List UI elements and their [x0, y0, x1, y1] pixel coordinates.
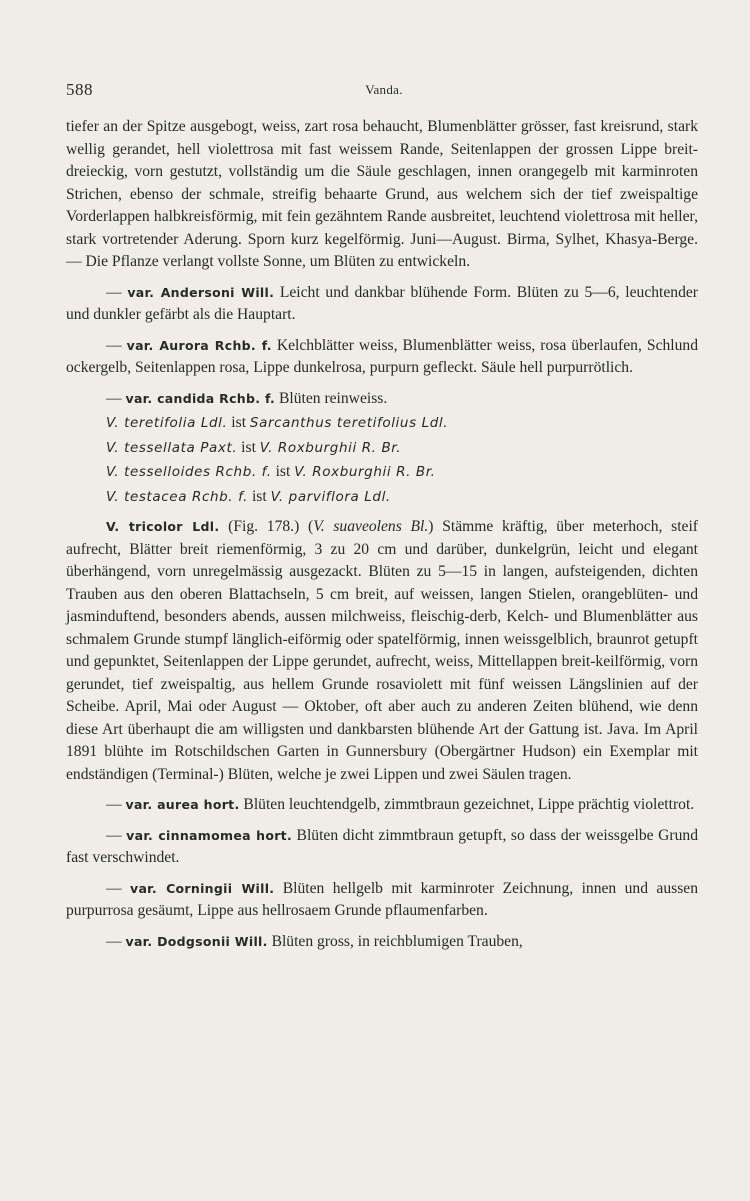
synonym-line: V. tessellata Paxt. ist V. Roxburghii R. Br. — [106, 438, 402, 456]
variety-name: var. Aurora Rchb. f. — [126, 337, 272, 353]
species-synonym: V. suaveolens Bl. — [313, 518, 429, 535]
variety-name: var. candida Rchb. f. — [125, 390, 276, 406]
variety-entry: — var. Dodgsonii Will. Blüten gross, in reichblumigen Trauben, — [106, 932, 523, 950]
page-header — [66, 80, 702, 102]
variety-description: Blüten gross, in reichblumigen Trauben, — [267, 932, 523, 950]
variety-description: Kelchblätter weiss, Blumenblätter weiss, rosa überlaufen, Schlund ockergelb, Seitenlappen rosa, Lippe dunkelrosa, purpurn gefleckt. Säule hell purpurrötlich. — [66, 336, 699, 376]
species-entry-tricolor: V. tricolor Ldl. (Fig. 178.) (V. suaveolens Bl.) Stämme kräftig, über meterhoch, steif aufrecht, Blätter breit riemenförmig, 3 zu 20 cm und darüber, dunkelgrün, leicht und elegant überhängend, vorn unregelmässig ausgezackt. Blüten zu 5—15 in langen, aufsteigenden, dichten Trauben aus den oberen Blattachseln, 5 cm breit, auf weissen, langen Stielen, orangeblüten- und jasminduftend, besonders abends, aussen milchweiss, fleischig-derb, Kelch- und Blumenblätter aus schmalem Grunde stumpf länglich-eiförmig oder spatelförmig, innen weissgelblich, braunrot getupft und gepunktet, Seitenlappen der Lippe gerundet, aufrecht, weiss, Mittellappen breit-keilförmig, vorn gerundet, tief zweispaltig, aus hellem Grunde rosaviolett mit fünf weissen Längslinien auf der Scheibe. April, Mai oder August — Oktober, oft aber auch zu anderen Zeiten blühend, wie denn diese Art überhaupt die am willigsten und dankbarsten blühende Art der Gattung ist. Java. Im April 1891 blühte im Rotschildschen Garten in Gunnersbury (Obergärtner Hudson) ein Exemplar mit endständigen (Terminal-) Blüten, welche je zwei Lippen und zwei Säulen tragen. — [66, 518, 698, 783]
variety-name: var. Dodgsonii Will. — [125, 933, 268, 949]
variety-entry: — var. Andersoni Will. Leicht und dankbar blühende Form. Blüten zu 5—6, leuchtender und dunkler gefärbt als die Hauptart. — [66, 283, 698, 323]
variety-entry: — var. Corningii Will. Blüten hellgelb mit karminroter Zeichnung, innen und aussen purpurrosa gesäumt, Lippe aus hellrosaem Grunde pflaumenfarben. — [66, 879, 698, 919]
variety-description: Blüten dicht zimmtbraun getupft, so dass der weissgelbe Grund fast verschwindet. — [66, 826, 698, 866]
variety-entry: — var. cinnamomea hort. Blüten dicht zimmtbraun getupft, so dass der weissgelbe Grund fast verschwindet. — [66, 826, 698, 866]
variety-entry: — var. aurea hort. Blüten leuchtendgelb, zimmtbraun gezeichnet, Lippe prächtig violettrot. — [106, 796, 695, 813]
variety-name: var. cinnamomea hort. — [126, 827, 293, 843]
variety-description: Blüten leuchtendgelb, zimmtbraun gezeichnet, Lippe prächtig violettrot. — [239, 796, 695, 813]
synonym-line: V. teretifolia Ldl. ist Sarcanthus teretifolius Ldl. — [106, 414, 449, 431]
running-head: Vanda. — [365, 82, 403, 97]
variety-name: var. aurea hort. — [125, 797, 240, 812]
variety-description: Blüten hellgelb mit karminroter Zeichnung, innen und aussen purpurrosa gesäumt, Lippe aus hellrosaem Grunde pflaumenfarben. — [66, 879, 698, 919]
species-description: ) Stämme kräftig, über meterhoch, steif aufrecht, Blätter breit riemenförmig, 3 zu 20 cm und darüber, dunkelgrün, leicht und elegant überhängend, vorn unregelmässig ausgezackt. Blüten zu 5—15 in langen, aufsteigenden, dichten Trauben aus den oberen Blattachseln, 5 cm breit, auf weissen, langen Stielen, orangeblüten- und jasminduftend, besonders abends, aussen milchweiss, fleischig-derb, Kelch- und Blumenblätter aus schmalem Grunde stumpf länglich-eiförmig oder spatelförmig, innen weissgelblich, braunrot getupft und gepunktet, Seitenlappen der Lippe gerundet, aufrecht, weiss, Mittellappen breit-keilförmig, vorn gerundet, tief zweispaltig, aus hellem Grunde rosaviolett mit fünf weissen Längslinien auf der Scheibe. April, Mai oder August — Oktober, oft aber auch zu anderen Zeiten blühend, wie denn diese Art überhaupt die am willigsten und dankbarsten blühende Art der Gattung ist. Java. Im April 1891 blühte im Rotschildschen Garten in Gunnersbury (Obergärtner Hudson) ein Exemplar mit endständigen (Terminal-) Blüten, welche je zwei Lippen und zwei Säulen tragen. — [66, 518, 698, 783]
variety-name: var. Andersoni Will. — [127, 284, 275, 300]
continuation-paragraph: tiefer an der Spitze ausgebogt, weiss, zart rosa behaucht, Blumenblätter grösser, fast kreisrund, stark wellig gerandet, hell violettrosa mit fast weissem Rande, Seitenlappen der grossen Lippe breit-dreieckig, vorn gestutzt, vollständig um die Säule geschlagen, innen orangegelb mit karminroten Strichen, ebenso der schmale, streifig behaarte Grund, aus welchem sich der tief zweispaltige Vorderlappen halbkreisförmig, mit fein gezähntem Rande ausbreitet, leuchtend violettrosa mit heller, stark vortretender Aderung. Sporn kurz kegelförmig. Juni—August. Birma, Sylhet, Khasya-Berge. — Die Pflanze verlangt vollste Sonne, um Blüten zu entwickeln. — [66, 118, 698, 270]
page-number: 588 — [66, 80, 93, 99]
synonym-line: V. testacea Rchb. f. ist V. parviflora Ldl. — [106, 487, 391, 505]
variety-name: var. Corningii Will. — [130, 880, 275, 896]
variety-description: Leicht und dankbar blühende Form. Blüten zu 5—6, leuchtender und dunkler gefärbt als die Hauptart. — [66, 283, 698, 323]
body-text — [66, 116, 698, 961]
variety-description: Blüten reinweiss. — [275, 389, 388, 407]
species-name: V. tricolor Ldl. — [106, 519, 220, 534]
synonym-line: V. tesselloides Rchb. f. ist V. Roxburghii R. Br. — [106, 463, 436, 480]
variety-entry: — var. Aurora Rchb. f. Kelchblätter weiss, Blumenblätter weiss, rosa überlaufen, Schlund ockergelb, Seitenlappen rosa, Lippe dunkelrosa, purpurn gefleckt. Säule hell purpurrötlich. — [66, 336, 699, 376]
variety-entry: — var. candida Rchb. f. Blüten reinweiss. — [106, 389, 388, 407]
